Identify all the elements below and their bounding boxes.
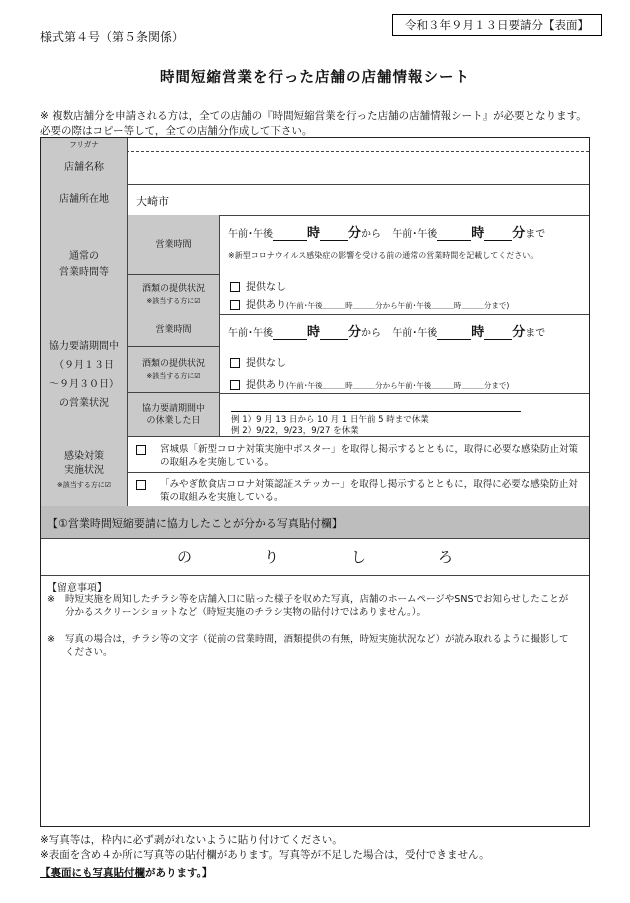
option-label: 提供なし <box>246 282 286 293</box>
closed-example-1: 例 1）9 月 13 日から 10 月 1 日午前 5 時まで休業 <box>231 415 429 425</box>
infection-opt-2[interactable] <box>136 478 584 504</box>
norishiro-char: し <box>350 548 366 566</box>
until-text: まで <box>525 328 546 339</box>
option-detail: (午前･午後＿＿＿時＿＿＿分から午前･午後＿＿＿時＿＿＿分まで) <box>286 381 510 390</box>
ampm-from: 午前･午後 <box>228 328 273 339</box>
checkbox[interactable] <box>136 445 146 455</box>
from-text: から <box>361 328 382 339</box>
footer-bold: 【裏面にも写真貼付欄 <box>40 867 145 879</box>
option-label: 提供なし <box>246 358 286 369</box>
option-label: 提供あり <box>246 380 286 391</box>
normal-alcohol-sub: ※該当する方に☑ <box>146 296 201 305</box>
normal-alcohol-yes[interactable] <box>230 296 509 311</box>
until-text: まで <box>525 229 546 240</box>
from-text: から <box>361 229 382 240</box>
note-text: 写真の場合は，チラシ等の文字（従前の営業時間，酒類提供の有無，時短実施状況など）が読み取れるように撮影してください。 <box>65 634 569 658</box>
infection-opt-1[interactable] <box>136 443 584 469</box>
option-label: 「みやぎ飲食店コロナ対策認証ステッカー」を取得し掲示するとともに，取得に必要な感染防止対策の取組みを実施している。 <box>160 479 578 503</box>
ampm-to: 午前･午後 <box>392 328 438 339</box>
normal-hours-sublabel: 営業時間 <box>155 239 192 250</box>
footer-rest: があります。】 <box>145 867 213 879</box>
option-label: 宮城県「新型コロナ対策実施中ポスター」を取得し掲示するとともに，取得に必要な感染防止対策の取組みを実施している。 <box>160 444 579 468</box>
footer-note-1: ※写真等は，枠内に必ず剥がれないように貼り付けてください。 <box>40 834 343 846</box>
coop-alcohol-sub: ※該当する方に☑ <box>146 371 201 380</box>
ampm-from: 午前･午後 <box>228 229 273 240</box>
photo-paste-area[interactable] <box>41 575 589 827</box>
page-title: 時間短縮営業を行った店舗の店舗情報シート <box>160 70 470 86</box>
hour-unit: 時 <box>307 325 321 340</box>
notes-title: 【留意事項】 <box>47 583 107 594</box>
note-2: ※ 写真の場合は，チラシ等の文字（従前の営業時間，酒類提供の有無，時短実施状況など）が読み取れるように撮影してください。 <box>47 633 577 659</box>
minute-unit: 分 <box>348 226 362 241</box>
coop-alcohol-label: 酒類の提供状況 <box>141 358 205 369</box>
store-address-value: 大崎市 <box>136 195 169 208</box>
coop-closed-label: 協力要請期間中 の休業した日 <box>141 403 205 426</box>
period-box: 令和３年９月１３日要請分【表面】 <box>392 14 602 36</box>
footer-note-2: ※表面を含め４か所に写真等の貼付欄があります。写真等が不足した場合は，受付できません。 <box>40 849 490 861</box>
footer-note-3 <box>40 865 212 880</box>
notice-text: ※ 複数店舗分を申請される方は，全ての店舗の『時間短縮営業を行った店舗の店舗情報シート』が必要となります。必要の際はコピー等して，全ての店舗分作成して下さい。 <box>40 110 587 137</box>
minute-unit: 分 <box>512 325 526 340</box>
coop-alcohol-none[interactable] <box>230 354 286 369</box>
minute-unit: 分 <box>512 226 526 241</box>
normal-hours-note: ※新型コロナウイルス感染症の影響を受ける前の通常の営業時間を記載してください。 <box>228 251 539 260</box>
checkbox[interactable] <box>230 282 240 292</box>
minute-unit: 分 <box>348 325 362 340</box>
closed-days-line[interactable] <box>231 411 521 412</box>
coop-hours-line <box>228 321 545 340</box>
coop-alcohol-yes[interactable] <box>230 376 509 391</box>
furigana-field[interactable] <box>128 138 589 151</box>
ampm-to: 午前･午後 <box>392 229 438 240</box>
form-table <box>40 137 590 827</box>
checkbox[interactable] <box>136 480 146 490</box>
option-detail: (午前･午後＿＿＿時＿＿＿分から午前･午後＿＿＿時＿＿＿分まで) <box>286 301 510 310</box>
norishiro-char: り <box>263 548 279 566</box>
checkbox[interactable] <box>230 300 240 310</box>
store-name-label: 店舗名称 <box>64 161 104 173</box>
photo-header: 【①営業時間短縮要請に協力したことが分かる写真貼付欄】 <box>47 517 343 530</box>
infection-label: 感染対策 実施状況 <box>64 451 104 476</box>
hour-unit: 時 <box>471 226 485 241</box>
store-name-field[interactable] <box>128 151 589 184</box>
norishiro-char: の <box>176 548 192 566</box>
checkbox[interactable] <box>230 358 240 368</box>
option-label: 提供あり <box>246 300 286 311</box>
coop-period-label: 協力要請期間中 （９月１３日 ～９月３０日） の営業状況 <box>49 341 119 409</box>
store-address-label: 店舗所在地 <box>59 193 109 205</box>
normal-alcohol-none[interactable] <box>230 278 286 293</box>
norishiro-char: ろ <box>437 548 453 566</box>
checkbox[interactable] <box>230 380 240 390</box>
hour-unit: 時 <box>471 325 485 340</box>
closed-example-2: 例 2）9/22，9/23，9/27 を休業 <box>231 426 359 436</box>
normal-hours-label: 通常の 営業時間等 <box>59 250 109 278</box>
normal-alcohol-label: 酒類の提供状況 <box>141 283 205 294</box>
form-number: 様式第４号（第５条関係） <box>40 30 185 44</box>
infection-sub: ※該当する方に☑ <box>56 481 112 489</box>
normal-hours-line <box>228 222 545 241</box>
note-text: 時短実施を周知したチラシ等を店舗入口に貼った様子を収めた写真，店舗のホームページやSNSでお知らせしたことが分かるスクリーンショットなど（時短実施のチラシ実物の貼付けではありません。）。 <box>65 594 569 618</box>
coop-hours-sublabel: 営業時間 <box>155 325 192 335</box>
note-1: ※ 時短実施を周知したチラシ等を店舗入口に貼った様子を収めた写真，店舗のホームページやSNSでお知らせしたことが分かるスクリーンショットなど（時短実施のチラシ実物の貼付けではありません。）。 <box>47 593 577 619</box>
hour-unit: 時 <box>307 226 321 241</box>
paste-margin <box>41 538 589 575</box>
furigana-label: フリガナ <box>69 139 99 149</box>
